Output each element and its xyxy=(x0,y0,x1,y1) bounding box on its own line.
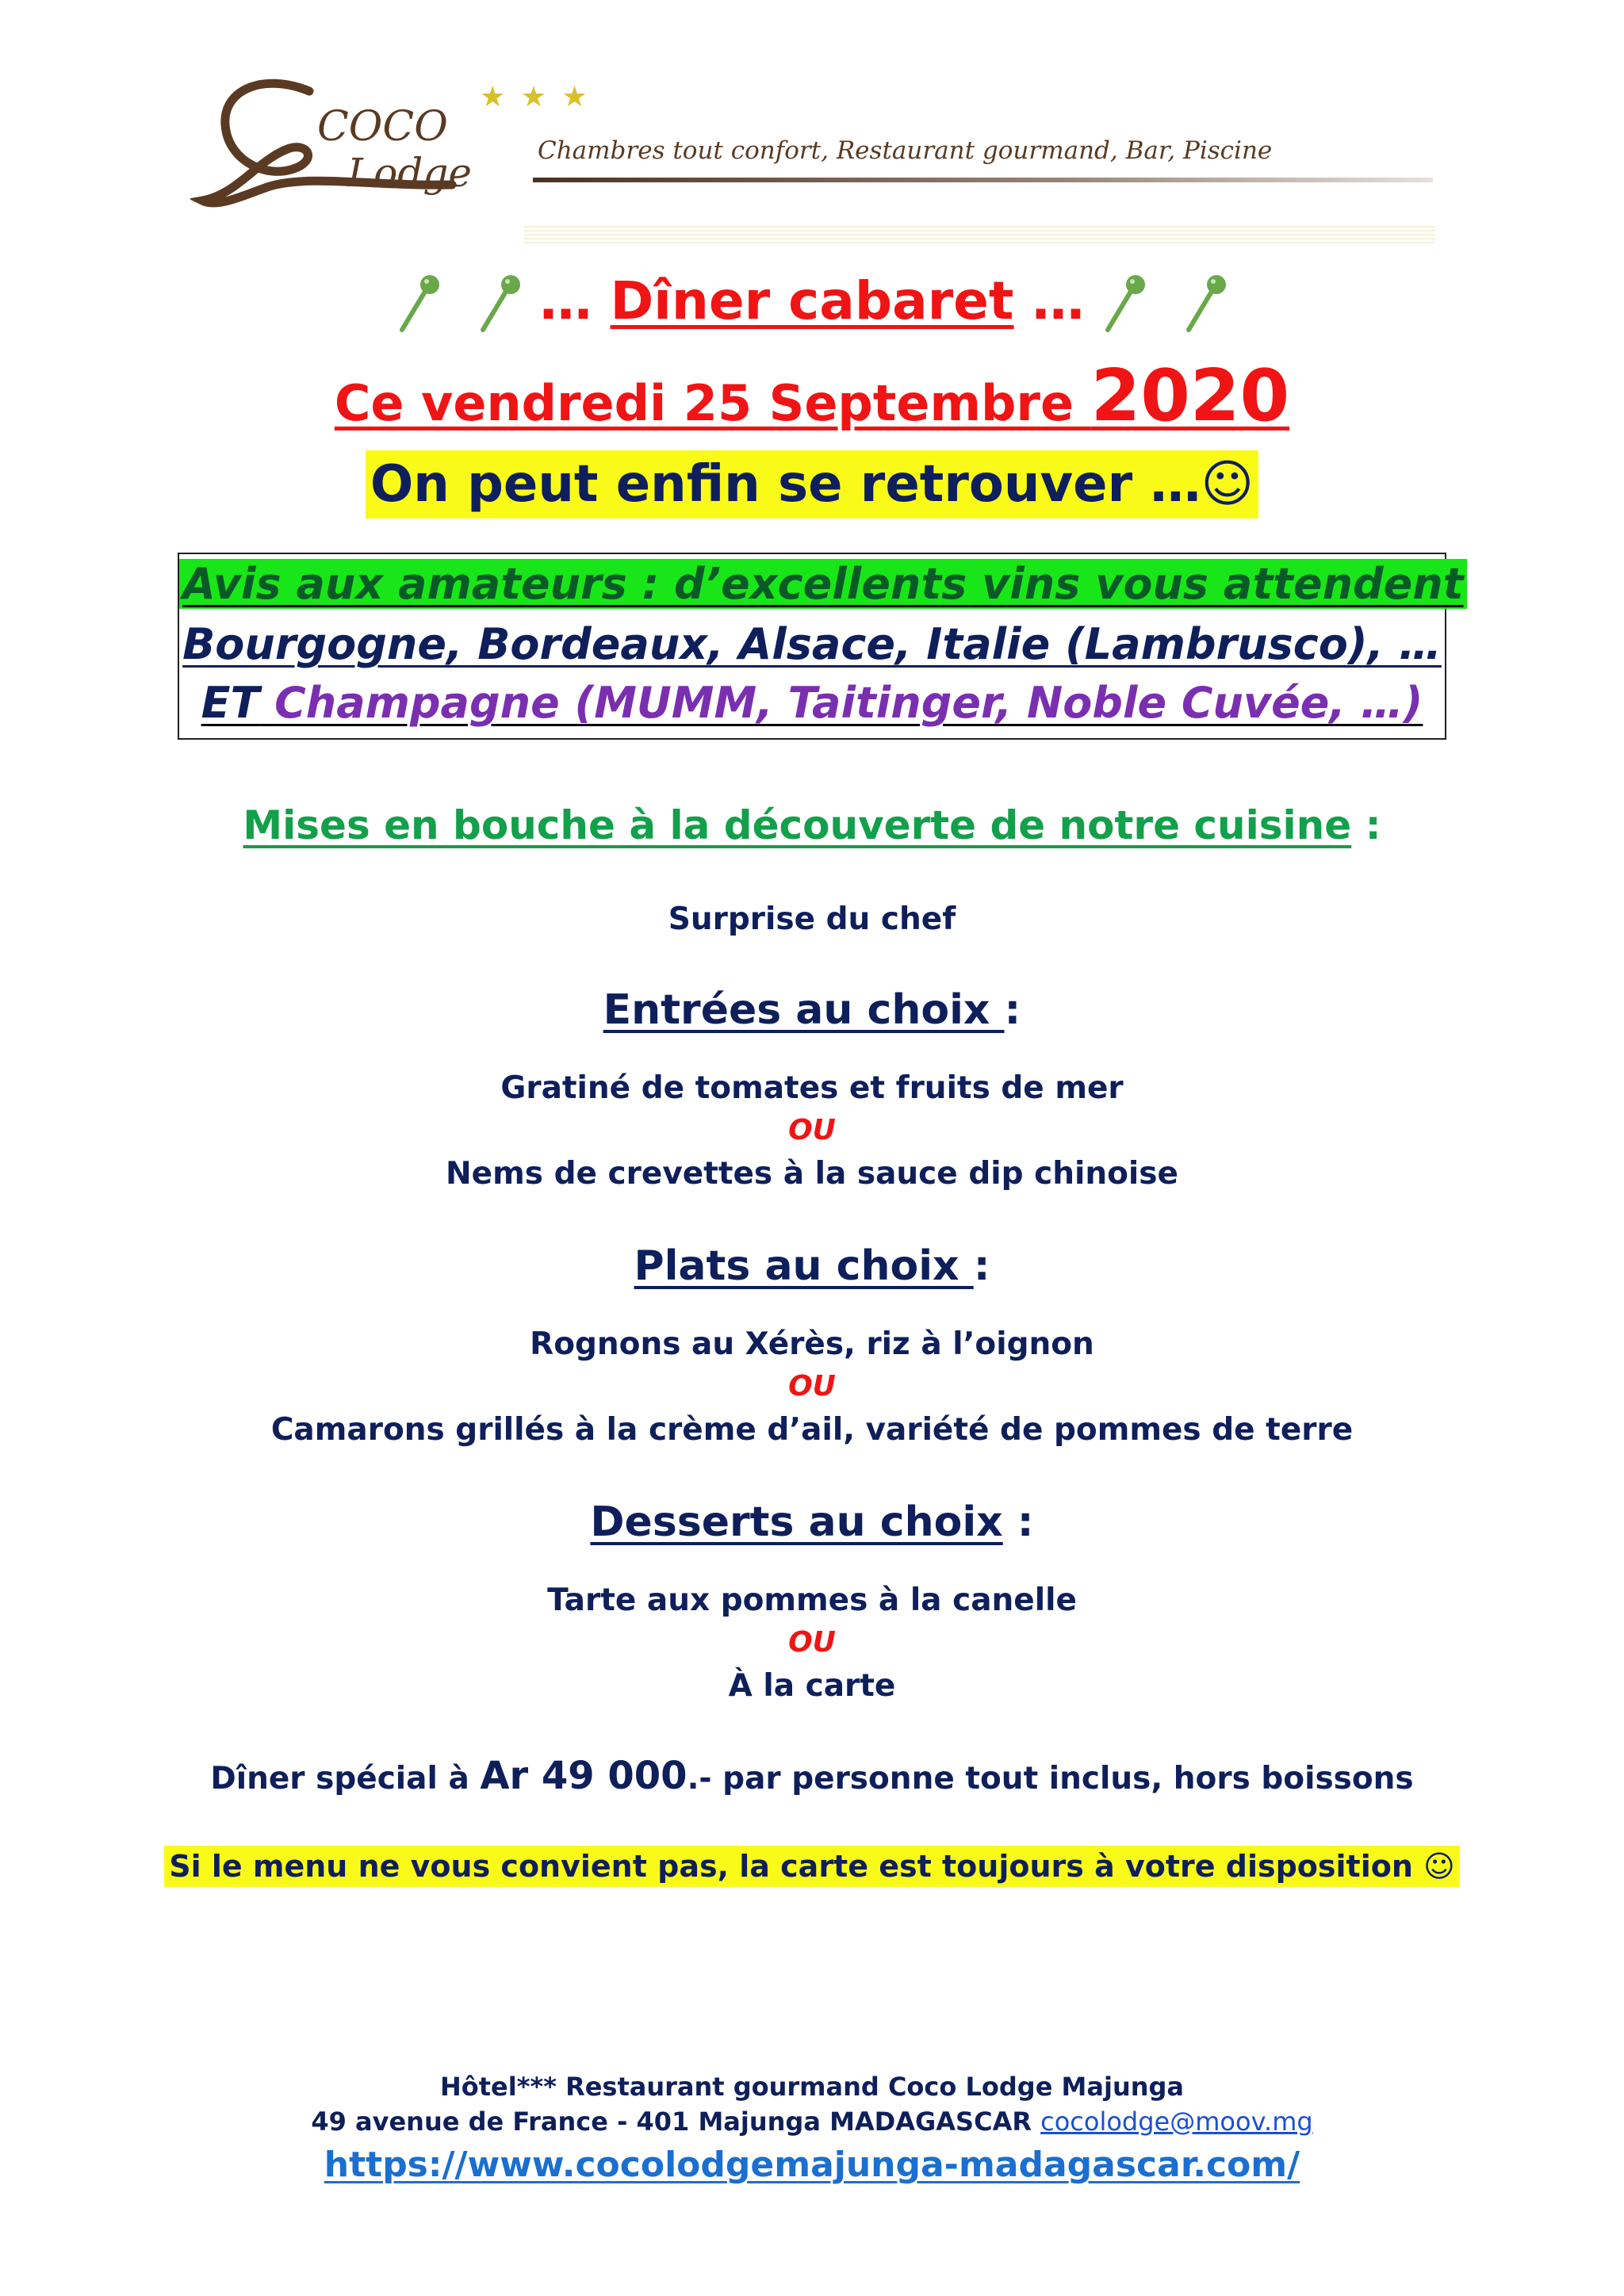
microphone-icon xyxy=(1100,273,1149,336)
footer-url-wrap xyxy=(0,2145,1624,2185)
dessert-item: À la carte xyxy=(728,1668,896,1704)
dessert-item: Tarte aux pommes à la canelle xyxy=(547,1582,1077,1618)
or-label: OU xyxy=(788,1370,836,1402)
event-tagline: On peut enfin se retrouver …☺ xyxy=(366,450,1258,519)
header-band xyxy=(523,226,1435,245)
mises-item: Surprise du chef xyxy=(668,901,956,937)
wine-champagne: Champagne (MUMM, Taitinger, Noble Cuvée, …) xyxy=(274,678,1423,728)
event-date-text: Ce vendredi 25 Septembre xyxy=(334,374,1074,432)
star-icon: ★ ★ ★ xyxy=(480,81,591,113)
coco-lodge-logo xyxy=(190,67,523,218)
plat-item: Rognons au Xérès, riz à l’oignon xyxy=(530,1326,1094,1362)
event-tagline-wrap xyxy=(0,450,1624,519)
mises-heading: Mises en bouche à la découverte de notre cuisine : xyxy=(243,802,1381,848)
plat-item: Camarons grillés à la crème d’ail, variété de pommes de terre xyxy=(270,1412,1354,1448)
entree-item: Nems de crevettes à la sauce dip chinoise xyxy=(446,1156,1178,1192)
logo-text-coco: COCO xyxy=(317,103,448,151)
wine-et: ET xyxy=(201,678,260,728)
wine-line-3 xyxy=(179,678,1445,728)
footer-hotel-line: Hôtel*** Restaurant gourmand Coco Lodge Majunga xyxy=(439,2072,1184,2102)
desserts-heading: Desserts au choix : xyxy=(590,1498,1034,1546)
or-label: OU xyxy=(788,1114,836,1146)
logo-text-lodge: Lodge xyxy=(347,150,472,196)
plats-heading: Plats au choix : xyxy=(634,1242,990,1290)
microphone-icon xyxy=(1181,273,1230,336)
entrees-heading: Entrées au choix : xyxy=(603,986,1021,1034)
microphone-icon xyxy=(394,273,443,336)
event-year: 2020 xyxy=(1090,354,1290,438)
event-title-line xyxy=(0,266,1624,337)
event-date xyxy=(0,354,1624,443)
footer-website-link[interactable]: https://www.cocolodgemajunga-madagascar.com/ xyxy=(324,2145,1300,2185)
note-wrap xyxy=(0,1846,1624,1887)
footer-address-line: 49 avenue de France - 401 Majunga MADAGASCAR cocolodge@moov.mg xyxy=(311,2107,1313,2137)
microphone-icon xyxy=(475,273,524,336)
menu-note: Si le menu ne vous convient pas, la carte est toujours à votre disposition ☺ xyxy=(164,1846,1460,1887)
price-line: Dîner spécial à Ar 49 000.- par personne tout inclus, hors boissons xyxy=(210,1754,1414,1798)
star-rating xyxy=(480,81,591,113)
wine-box xyxy=(178,553,1464,740)
event-title: Dîner cabaret xyxy=(610,270,1014,331)
header-tagline: Chambres tout confort, Restaurant gourmand, Bar, Piscine xyxy=(538,136,1273,165)
entree-item: Gratiné de tomates et fruits de mer xyxy=(500,1070,1124,1106)
title-prefix: … xyxy=(539,270,611,331)
wine-line-1: Avis aux amateurs : d’excellents vins vous attendent xyxy=(179,559,1445,609)
wine-line-2: Bourgogne, Bordeaux, Alsace, Italie (Lambrusco), … xyxy=(182,619,1442,669)
price-amount: Ar 49 000 xyxy=(480,1754,688,1798)
footer-email-link[interactable]: cocolodge@moov.mg xyxy=(1040,2107,1313,2137)
or-label: OU xyxy=(788,1626,836,1659)
title-suffix: … xyxy=(1013,270,1085,331)
header-rule xyxy=(533,178,1433,182)
